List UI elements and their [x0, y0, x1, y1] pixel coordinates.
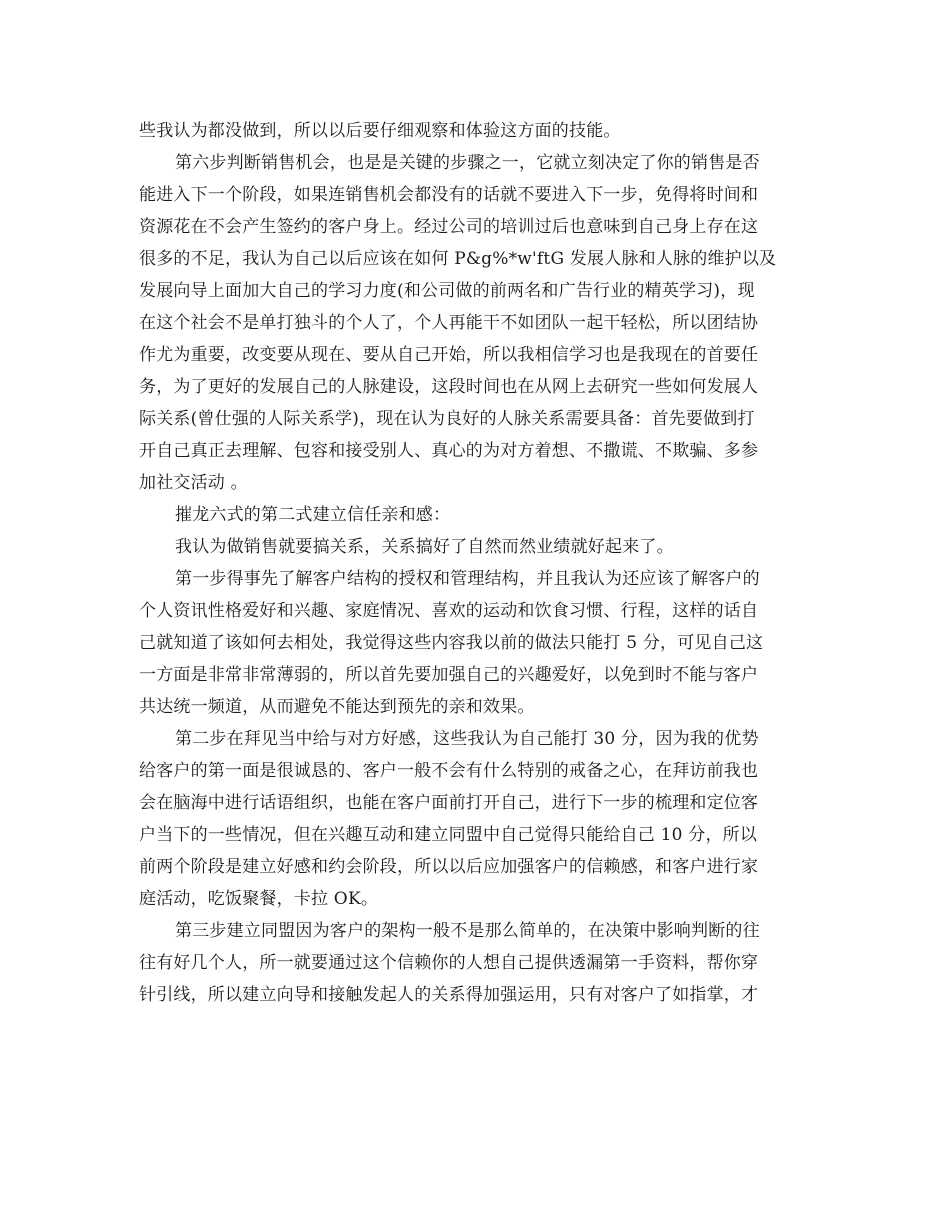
text-line: 作尤为重要，改变要从现在、要从自己开始，所以我相信学习也是我现在的首要任 [139, 345, 759, 365]
text-line: 针引线，所以建立向导和接触发起人的关系得加强运用，只有对客户了如指掌，才 [139, 985, 759, 1005]
text-line: 己就知道了该如何去相处，我觉得这些内容我以前的做法只能打 5 分，可见自己这 [139, 633, 764, 653]
text-line: 第一步得事先了解客户结构的授权和管理结构，并且我认为还应该了解客户的 [175, 569, 760, 589]
text-line: 摧龙六式的第二式建立信任亲和感： [175, 505, 451, 525]
text-line: 能进入下一个阶段，如果连销售机会都没有的话就不要进入下一步，免得将时间和 [139, 185, 759, 205]
text-line: 发展向导上面加大自己的学习力度(和公司做的前两名和广告行业的精英学习)，现 [139, 281, 755, 301]
text-line: 户当下的一些情况，但在兴趣互动和建立同盟中自己觉得只能给自己 10 分，所以 [139, 825, 758, 845]
document-body [139, 115, 814, 1011]
text-line: 资源花在不会产生签约的客户身上。经过公司的培训过后也意味到自己身上存在这 [139, 217, 759, 237]
text-line: 务，为了更好的发展自己的人脉建设，这段时间也在从网上去研究一些如何发展人 [139, 377, 759, 397]
text-line: 些我认为都没做到，所以以后要仔细观察和体验这方面的技能。 [139, 121, 621, 141]
text-line: 会在脑海中进行话语组织，也能在客户面前打开自己，进行下一步的梳理和定位客 [139, 793, 759, 813]
text-line: 开自己真正去理解、包容和接受别人、真心的为对方着想、不撒谎、不欺骗、多参 [139, 441, 759, 461]
text-line: 前两个阶段是建立好感和约会阶段，所以以后应加强客户的信赖感，和客户进行家 [139, 857, 759, 877]
text-line: 共达统一频道，从而避免不能达到预先的亲和效果。 [139, 697, 535, 717]
text-line: 给客户的第一面是很诚恳的、客户一般不会有什么特别的戒备之心，在拜访前我也 [139, 761, 759, 781]
text-line: 我认为做销售就要搞关系，关系搞好了自然而然业绩就好起来了。 [175, 537, 674, 557]
text-line: 个人资讯性格爱好和兴趣、家庭情况、喜欢的运动和饮食习惯、行程，这样的话自 [139, 601, 759, 621]
text-line: 第六步判断销售机会，也是是关键的步骤之一，它就立刻决定了你的销售是否 [175, 153, 760, 173]
text-line: 往有好几个人，所一就要通过这个信赖你的人想自己提供透漏第一手资料，帮你穿 [139, 953, 759, 973]
text-line: 庭活动，吃饭聚餐，卡拉 OK。 [139, 889, 379, 909]
text-line: 际关系(曾仕强的人际关系学)，现在认为良好的人脉关系需要具备：首先要做到打 [139, 409, 755, 429]
text-line: 在这个社会不是单打独斗的个人了，个人再能干不如团队一起干轻松，所以团结协 [139, 313, 759, 333]
text-line: 第三步建立同盟因为客户的架构一般不是那么简单的，在决策中影响判断的往 [175, 921, 760, 941]
text-line: 加社交活动 。 [139, 473, 248, 493]
text-line: 第二步在拜见当中给与对方好感，这些我认为自己能打 30 分，因为我的优势 [175, 729, 759, 749]
text-line: 很多的不足，我认为自己以后应该在如何 P&g%*w'ftG 发展人脉和人脉的维护以及 [139, 249, 777, 269]
text-line: 一方面是非常非常薄弱的，所以首先要加强自己的兴趣爱好，以免到时不能与客户 [139, 665, 759, 685]
